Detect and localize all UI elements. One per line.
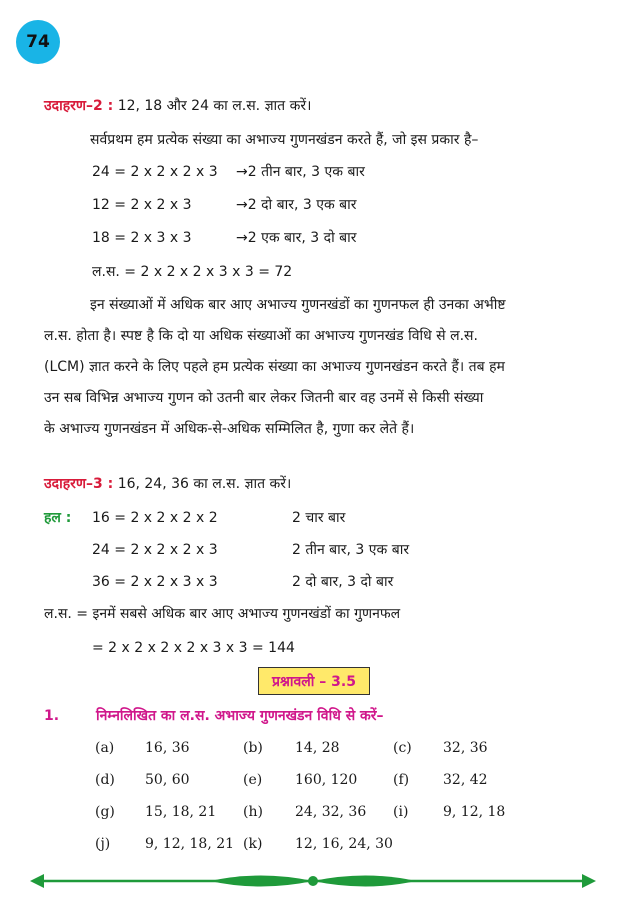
example3-row-note: 2 चार बार — [292, 510, 346, 526]
example3-result: = 2 x 2 x 2 x 2 x 3 x 3 = 144 — [92, 640, 295, 656]
option-value: 50, 60 — [145, 772, 190, 788]
example2-question: 12, 18 और 24 का ल.स. ज्ञात करें। — [117, 98, 312, 114]
option-label: (i) — [393, 804, 409, 820]
example2-row-expr: 12 = 2 x 2 x 3 — [92, 197, 192, 213]
option-label: (a) — [95, 740, 115, 756]
example2-intro: सर्वप्रथम हम प्रत्येक संख्या का अभाज्य गुणनखंडन करते हैं, जो इस प्रकार है– — [90, 132, 479, 148]
exercise-title: प्रश्नावली – 3.5 — [258, 667, 370, 695]
option-label: (c) — [393, 740, 412, 756]
example2-row-expr: 18 = 2 x 3 x 3 — [92, 230, 192, 246]
question-text: निम्नलिखित का ल.स. अभाज्य गुणनखंडन विधि से करें– — [96, 708, 384, 724]
example3-heading — [44, 474, 291, 494]
option-value: 32, 42 — [443, 772, 488, 788]
example3-row-expr: 24 = 2 x 2 x 2 x 3 — [92, 542, 218, 558]
example2-row-note: →2 एक बार, 3 दो बार — [236, 230, 357, 246]
example3-row-note: 2 तीन बार, 3 एक बार — [292, 542, 410, 558]
option-value: 16, 36 — [145, 740, 190, 756]
paragraph-line: के अभाज्य गुणनखंडन में अधिक-से-अधिक सम्मिलित है, गुणा कर लेते हैं। — [44, 421, 415, 437]
example3-row-note: 2 दो बार, 3 दो बार — [292, 574, 394, 590]
example3-question: 16, 24, 36 का ल.स. ज्ञात करें। — [117, 476, 292, 492]
option-label: (k) — [243, 836, 263, 852]
decorative-divider — [30, 868, 596, 894]
option-value: 9, 12, 18, 21 — [145, 836, 235, 852]
option-label: (j) — [95, 836, 111, 852]
paragraph-line: (LCM) ज्ञात करने के लिए पहले हम प्रत्येक संख्या का अभाज्य गुणनखंडन करते हैं। तब हम — [44, 359, 505, 375]
option-value: 14, 28 — [295, 740, 340, 756]
example2-row-note: →2 दो बार, 3 एक बार — [236, 197, 357, 213]
option-label: (h) — [243, 804, 263, 820]
paragraph-line: उन सब विभिन्न अभाज्य गुणन को उतनी बार लेकर जितनी बार वह उनमें से किसी संख्या — [44, 390, 484, 406]
example3-row-expr: 36 = 2 x 2 x 3 x 3 — [92, 574, 218, 590]
option-value: 160, 120 — [295, 772, 358, 788]
paragraph-line: ल.स. होता है। स्पष्ट है कि दो या अधिक संख्याओं का अभाज्य गुणनखंड विधि से ल.स. — [44, 328, 478, 344]
example2-label: उदाहरण–2 : — [44, 98, 114, 114]
option-value: 12, 16, 24, 30 — [295, 836, 393, 852]
example2-paragraph — [44, 290, 589, 445]
option-label: (d) — [95, 772, 115, 788]
option-value: 24, 32, 36 — [295, 804, 367, 820]
example3-lcm-line: ल.स. = इनमें सबसे अधिक बार आए अभाज्य गुणनखंडों का गुणनफल — [44, 606, 401, 622]
option-value: 32, 36 — [443, 740, 488, 756]
option-label: (f) — [393, 772, 410, 788]
page-number: 74 — [26, 32, 50, 52]
option-label: (b) — [243, 740, 263, 756]
paragraph-line: इन संख्याओं में अधिक बार आए अभाज्य गुणनखंडों का गुणनफल ही उनका अभीष्ट — [90, 297, 506, 313]
question-number: 1. — [44, 708, 60, 724]
example2-heading — [44, 96, 311, 116]
example2-row-note: →2 तीन बार, 3 एक बार — [236, 164, 365, 180]
option-label: (g) — [95, 804, 115, 820]
example3-label: उदाहरण–3 : — [44, 476, 114, 492]
example3-row-expr: 16 = 2 x 2 x 2 x 2 — [92, 510, 218, 526]
example2-row-expr: 24 = 2 x 2 x 2 x 3 — [92, 164, 218, 180]
example2-result: ल.स. = 2 x 2 x 2 x 3 x 3 = 72 — [92, 264, 293, 280]
option-value: 9, 12, 18 — [443, 804, 506, 820]
page-number-badge — [16, 20, 60, 64]
option-value: 15, 18, 21 — [145, 804, 217, 820]
option-label: (e) — [243, 772, 263, 788]
solution-label: हल : — [44, 510, 72, 526]
